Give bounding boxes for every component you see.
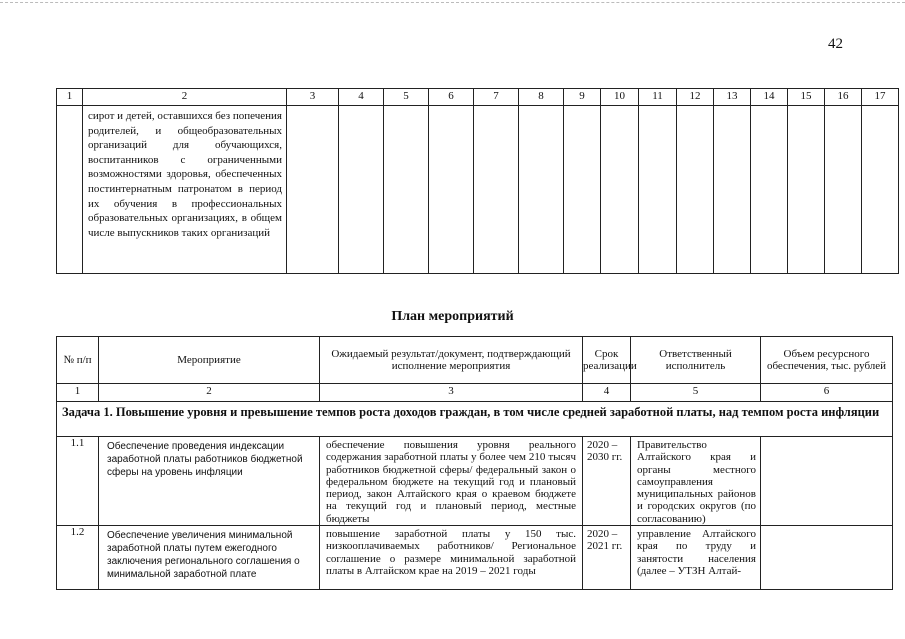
row-result: повышение заработной платы у 150 тыс. низкооплачиваемых работников/ Региональное соглашение о размере минимальной заработной платы в Алтайском крае на 2019 – 2021 годы	[320, 526, 583, 590]
plan-table	[56, 336, 893, 590]
row-num: 1.1	[57, 437, 99, 526]
col-number: 8	[519, 89, 564, 106]
row-num: 1.2	[57, 526, 99, 590]
col-number: 3	[287, 89, 339, 106]
header-result: Ожидаемый результат/документ, подтверждающий исполнение мероприятия	[320, 337, 583, 384]
plan-column-number-row	[57, 384, 893, 402]
col-number: 5	[631, 384, 761, 402]
row-activity: Обеспечение увеличения минимальной заработной платы путем ежегодного заключения регионального соглашения о минимальной заработной плате	[99, 526, 320, 590]
col-number: 6	[761, 384, 893, 402]
task-row	[57, 402, 893, 437]
row-responsible: управление Алтайского края по труду и занятости населения (далее – УТЗН Алтай-	[631, 526, 761, 590]
empty-cell	[639, 106, 677, 274]
col-number: 11	[639, 89, 677, 106]
empty-cell	[825, 106, 862, 274]
row-responsible: Правительство Алтайского края и органы местного самоуправления муниципальных районов и городских округов (по согласованию)	[631, 437, 761, 526]
col-number: 12	[677, 89, 714, 106]
indicator-text: сирот и детей, оставшихся без попечения родителей, и общеобразовательных организаций для обучающихся, воспитанников с ограниченными возможностями здоровья, обеспеченных постинтернатным патронатом в период их обучения в профессиональных образовательных организациях, в общем числе выпускников таких организаций	[83, 106, 287, 274]
empty-cell	[564, 106, 601, 274]
empty-cell	[57, 106, 83, 274]
plan-title: План мероприятий	[391, 309, 514, 324]
table-row	[57, 437, 893, 526]
col-number: 16	[825, 89, 862, 106]
row-term: 2020 – 2030 гг.	[583, 437, 631, 526]
col-number: 4	[583, 384, 631, 402]
row-activity: Обеспечение проведения индексации заработной платы работников бюджетной сферы на уровень инфляции	[99, 437, 320, 526]
col-number: 9	[564, 89, 601, 106]
header-responsible: Ответственный исполнитель	[631, 337, 761, 384]
col-number: 1	[57, 384, 99, 402]
empty-cell	[677, 106, 714, 274]
row-result: обеспечение повышения уровня реального содержания заработной платы у более чем 210 тысяч работников бюджетной сферы/ федеральный закон о федеральном бюджете на текущий год и плановый период, закон Алтайского края о краевом бюджете на текущий год и плановый период, местные бюджеты	[320, 437, 583, 526]
col-number: 3	[320, 384, 583, 402]
header-volume: Объем ресурсного обеспечения, тыс. рублей	[761, 337, 893, 384]
col-number: 6	[429, 89, 474, 106]
col-number: 14	[751, 89, 788, 106]
empty-cell	[751, 106, 788, 274]
row-volume	[761, 437, 893, 526]
table-row	[57, 526, 893, 590]
col-number: 4	[339, 89, 384, 106]
empty-cell	[788, 106, 825, 274]
col-number: 5	[384, 89, 429, 106]
empty-cell	[601, 106, 639, 274]
empty-cell	[474, 106, 519, 274]
page-number: 42	[828, 36, 843, 52]
col-number: 1	[57, 89, 83, 106]
empty-cell	[862, 106, 899, 274]
continued-indicator-table	[56, 88, 899, 274]
empty-cell	[714, 106, 751, 274]
empty-cell	[287, 106, 339, 274]
col-number: 10	[601, 89, 639, 106]
col-number: 2	[99, 384, 320, 402]
col-number: 17	[862, 89, 899, 106]
continued-indicator-row	[57, 106, 899, 274]
row-term: 2020 – 2021 гг.	[583, 526, 631, 590]
scan-edge-line	[0, 2, 905, 3]
col-number: 7	[474, 89, 519, 106]
row-volume	[761, 526, 893, 590]
header-activity: Мероприятие	[99, 337, 320, 384]
task-title: Задача 1. Повышение уровня и превышение темпов роста доходов граждан, в том числе средней заработной платы, над темпом роста инфляции	[57, 402, 893, 437]
col-number: 2	[83, 89, 287, 106]
col-number: 15	[788, 89, 825, 106]
header-term: Срок реализации	[583, 337, 631, 384]
empty-cell	[384, 106, 429, 274]
col-number: 13	[714, 89, 751, 106]
column-number-row	[57, 89, 899, 106]
empty-cell	[519, 106, 564, 274]
plan-header-row	[57, 337, 893, 384]
empty-cell	[339, 106, 384, 274]
empty-cell	[429, 106, 474, 274]
header-num: № п/п	[57, 337, 99, 384]
